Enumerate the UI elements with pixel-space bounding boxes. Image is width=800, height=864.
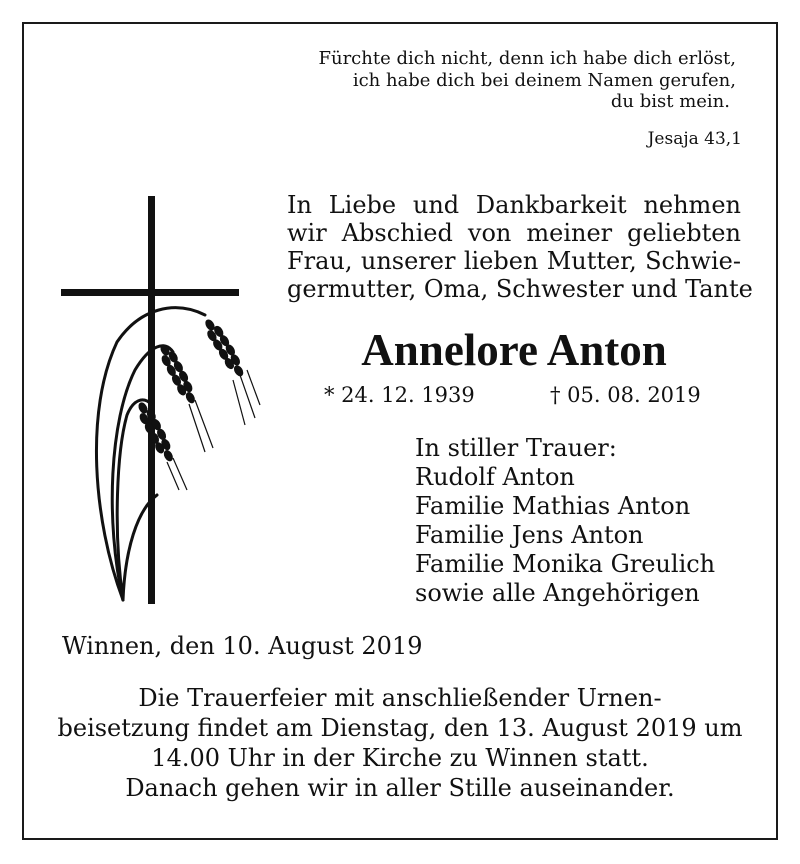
mourners-list xyxy=(415,434,715,608)
cross-with-wheat-icon xyxy=(55,190,265,610)
farewell-word: meiner xyxy=(526,219,613,247)
verse-line: ich habe dich bei deinem Namen gerufen, xyxy=(352,69,736,91)
farewell-word: und xyxy=(412,191,460,219)
farewell-word: unserer xyxy=(360,247,456,275)
funeral-line: Danach gehen wir in aller Stille auseinander. xyxy=(125,774,675,802)
mourner-name: Familie Monika Greulich xyxy=(415,550,716,578)
verse-line: Fürchte dich nicht, denn ich habe dich erlöst, xyxy=(318,48,736,69)
verse-reference: Jesaja 43,1 xyxy=(647,129,742,149)
farewell-word: wir xyxy=(287,219,327,247)
farewell-text xyxy=(287,191,753,303)
farewell-word: Abschied xyxy=(341,219,453,247)
verse-line: du bist mein. xyxy=(610,91,730,112)
farewell-word: nehmen xyxy=(643,191,741,219)
mourner-name: sowie alle Angehörigen xyxy=(415,579,700,607)
birth-date: * 24. 12. 1939 xyxy=(324,383,475,407)
place-and-date: Winnen, den 10. August 2019 xyxy=(62,632,423,660)
mourner-name: Familie Mathias Anton xyxy=(415,492,691,520)
farewell-word: geliebten xyxy=(627,219,741,247)
cross-horizontal-beam xyxy=(61,289,239,296)
mourner-name: Familie Jens Anton xyxy=(415,521,644,549)
farewell-word: Mutter, xyxy=(546,247,637,275)
funeral-line: Die Trauerfeier mit anschließender Urnen- xyxy=(138,684,662,712)
farewell-line xyxy=(287,247,741,275)
funeral-line: beisetzung findet am Dienstag, den 13. August 2019 um xyxy=(57,714,743,742)
funeral-notice xyxy=(40,683,760,803)
farewell-word: In xyxy=(287,191,312,219)
farewell-line: germutter, Oma, Schwester und Tante xyxy=(287,275,753,303)
farewell-line xyxy=(287,191,741,219)
funeral-line: 14.00 Uhr in der Kirche zu Winnen statt. xyxy=(151,744,649,772)
cross-vertical-beam xyxy=(148,196,155,604)
farewell-line xyxy=(287,219,741,247)
farewell-word: Schwie- xyxy=(645,247,741,275)
farewell-word: Dankbarkeit xyxy=(475,191,627,219)
bible-verse xyxy=(250,48,736,113)
farewell-word: Frau, xyxy=(287,247,353,275)
farewell-word: lieben xyxy=(463,247,539,275)
mourners-heading: In stiller Trauer: xyxy=(415,434,617,462)
farewell-word: von xyxy=(467,219,512,247)
deceased-name: Annelore Anton xyxy=(361,325,667,375)
farewell-word: Liebe xyxy=(328,191,397,219)
death-date: † 05. 08. 2019 xyxy=(550,383,701,407)
mourner-name: Rudolf Anton xyxy=(415,463,575,491)
